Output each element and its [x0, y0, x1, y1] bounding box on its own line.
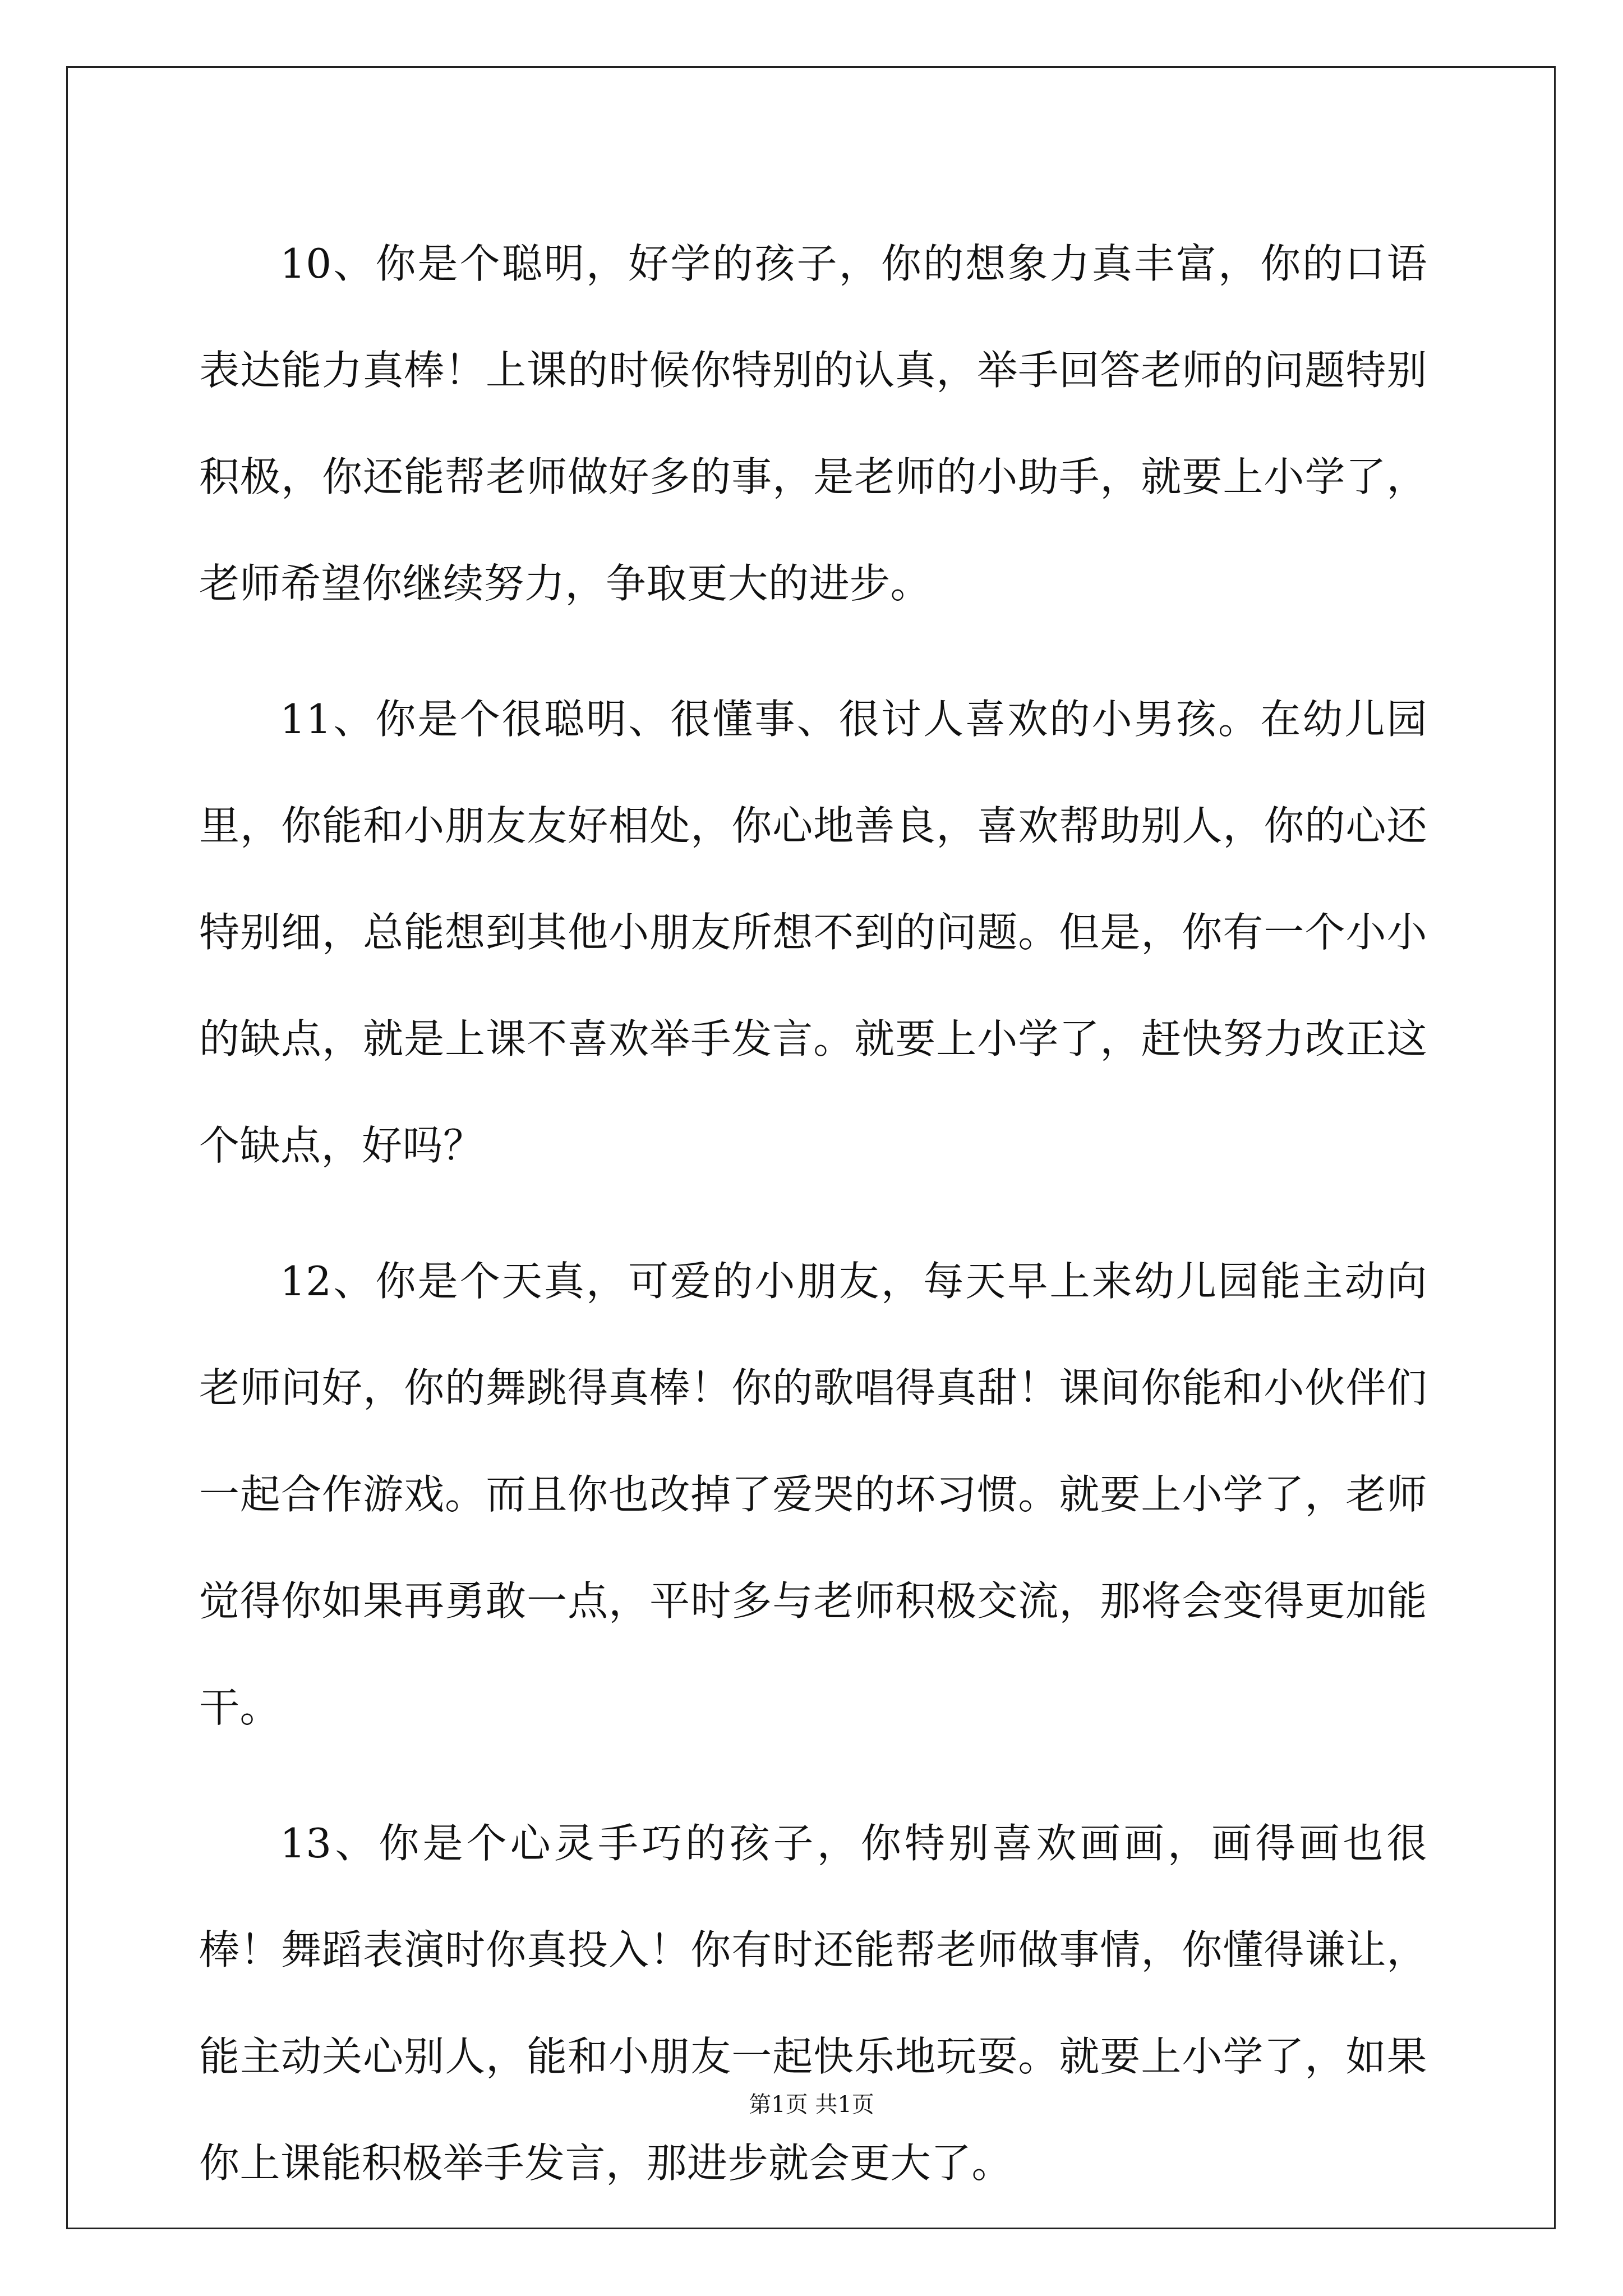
paragraph-12: 12、你是个天真，可爱的小朋友，每天早上来幼儿园能主动向老师问好，你的舞跳得真棒！你的歌唱得真甜！课间你能和小伙伴们一起合作游戏。而且你也改掉了爱哭的坏习惯。就要上小学了，老师觉得你如果再勇敢一点，平时多与老师积极交流，那将会变得更加能干。 [199, 1258, 1427, 1731]
page-footer: 第1页 共1页 [749, 2092, 874, 2118]
paragraph-10: 10、你是个聪明，好学的孩子，你的想象力真丰富，你的口语表达能力真棒！上课的时候你特别的认真，举手回答老师的问题特别积极，你还能帮老师做好多的事，是老师的小助手，就要上小学了，老师希望你继续努力，争取更大的进步。 [199, 240, 1427, 607]
document-body [199, 210, 1427, 2246]
paragraph-11: 11、你是个很聪明、很懂事、很讨人喜欢的小男孩。在幼儿园里，你能和小朋友友好相处，你心地善良，喜欢帮助别人，你的心还特别细，总能想到其他小朋友所想不到的问题。但是，你有一个小小的缺点，就是上课不喜欢举手发言。就要上小学了，赶快努力改正这个缺点，好吗？ [199, 696, 1427, 1169]
paragraph-13: 13、你是个心灵手巧的孩子，你特别喜欢画画，画得画也很棒！舞蹈表演时你真投入！你有时还能帮老师做事情，你懂得谦让，能主动关心别人，能和小朋友一起快乐地玩耍。就要上小学了，如果你上课能积极举手发言，那进步就会更大了。 [199, 1820, 1427, 2187]
